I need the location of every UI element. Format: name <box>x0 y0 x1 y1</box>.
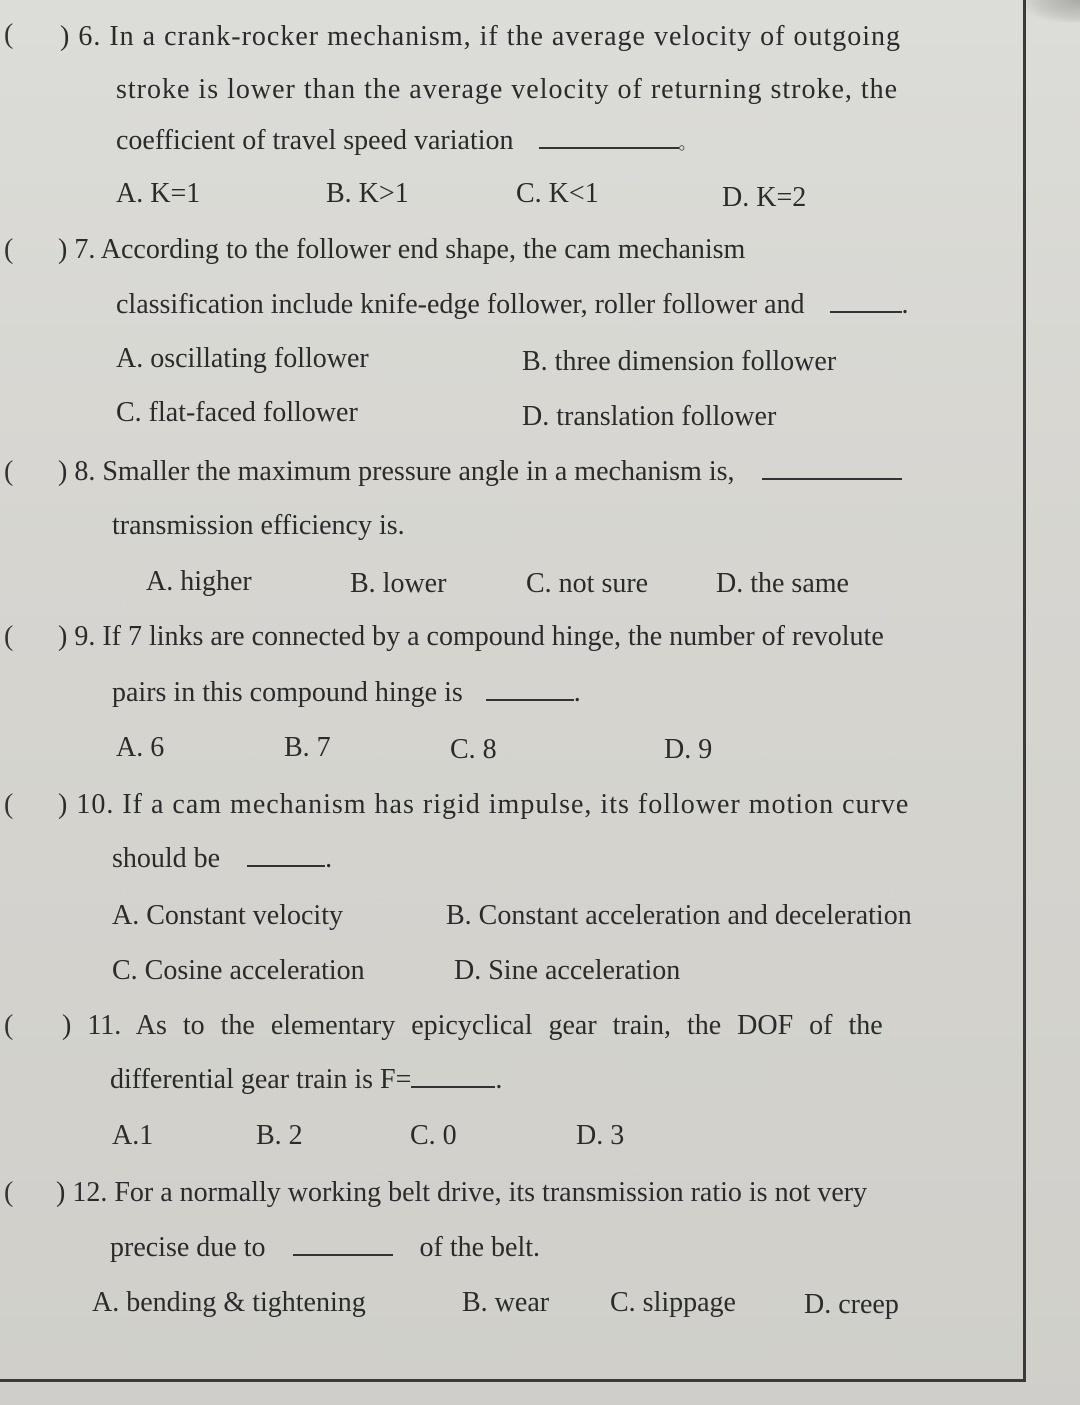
question-text: coefficient of travel speed variation <box>116 125 514 156</box>
question-text-line: ) 12. For a normally working belt drive, its transmission ratio is not very <box>56 1177 868 1208</box>
option-c: C. slippage <box>610 1287 736 1318</box>
answer-blank <box>830 310 902 313</box>
option-d: D. translation follower <box>522 401 777 432</box>
sentence-end: . <box>325 843 333 874</box>
option-c: C. 0 <box>410 1120 457 1151</box>
question-text-line: ) 7. According to the follower end shape, the cam mechanism <box>58 234 746 265</box>
answer-paren: ( <box>4 789 14 820</box>
question-text-line <box>116 288 909 322</box>
answer-blank <box>486 698 574 701</box>
question-text-line: ) 6. In a crank-rocker mechanism, if the average velocity of outgoing <box>60 21 902 52</box>
option-b: B. wear <box>462 1287 550 1318</box>
option-a: A.1 <box>112 1120 154 1151</box>
option-c: C. Cosine acceleration <box>112 955 365 986</box>
question-text: ) 8. Smaller the maximum pressure angle in a mechanism is, <box>58 456 735 487</box>
option-b: B. 2 <box>256 1120 303 1151</box>
sentence-end: . <box>495 1064 503 1095</box>
answer-paren: ( <box>4 621 14 652</box>
question-text: differential gear train is F= <box>110 1064 412 1095</box>
page-bottom-strip <box>0 1385 1080 1405</box>
option-d: D. 3 <box>576 1120 625 1151</box>
option-a: A. Constant velocity <box>112 900 343 931</box>
question-text-line <box>110 1063 502 1097</box>
question-text: classification include knife-edge follower, roller follower and <box>116 289 805 320</box>
option-c: C. 8 <box>450 734 497 765</box>
option-a: A. 6 <box>116 732 165 763</box>
question-text-line <box>116 124 697 160</box>
question-text-line <box>110 1231 540 1265</box>
option-b: B. three dimension follower <box>522 346 837 377</box>
option-d: D. creep <box>804 1289 899 1320</box>
option-a: A. K=1 <box>116 178 201 209</box>
option-c: C. flat-faced follower <box>116 397 358 428</box>
question-text-line <box>112 842 332 876</box>
question-text: of the belt. <box>419 1232 541 1263</box>
question-text: should be <box>112 843 221 874</box>
page-corner-shadow <box>1026 0 1080 22</box>
answer-paren: ( <box>4 234 14 265</box>
option-a: A. bending & tightening <box>92 1287 366 1318</box>
question-text: pairs in this compound hinge is <box>112 677 463 708</box>
answer-blank <box>247 864 325 867</box>
sentence-end: . <box>901 289 909 320</box>
answer-blank <box>539 146 679 149</box>
option-b: B. Constant acceleration and deceleration <box>446 900 912 931</box>
question-text-line <box>112 676 581 710</box>
option-a: A. oscillating follower <box>116 343 369 374</box>
answer-paren: ( <box>4 1010 14 1041</box>
sentence-end: 。 <box>678 133 697 153</box>
sentence-end: . <box>573 677 581 708</box>
question-text-line: stroke is lower than the average velocity of returning stroke, the <box>116 74 899 105</box>
answer-blank <box>411 1085 495 1088</box>
answer-blank <box>762 477 902 480</box>
answer-blank <box>293 1253 393 1256</box>
option-b: B. 7 <box>284 732 331 763</box>
option-d: D. K=2 <box>722 182 807 213</box>
answer-paren: ( <box>4 1177 14 1208</box>
option-b: B. K>1 <box>326 178 409 209</box>
question-text-line <box>58 455 902 489</box>
option-d: D. the same <box>716 568 849 599</box>
option-c: C. K<1 <box>516 178 599 209</box>
answer-paren: ( <box>4 456 14 487</box>
answer-paren: ( <box>4 19 14 50</box>
option-c: C. not sure <box>526 568 649 599</box>
question-text-line: ) 11. As to the elementary epicyclical gear train, the DOF of the <box>62 1010 883 1041</box>
question-text-line: ) 10. If a cam mechanism has rigid impulse, its follower motion curve <box>58 789 910 820</box>
question-text: precise due to <box>110 1232 266 1263</box>
question-text-line: ) 9. If 7 links are connected by a compound hinge, the number of revolute <box>58 621 884 652</box>
question-text-line: transmission efficiency is. <box>112 510 405 541</box>
option-d: D. Sine acceleration <box>454 955 681 986</box>
option-a: A. higher <box>146 566 252 597</box>
option-d: D. 9 <box>664 734 713 765</box>
option-b: B. lower <box>350 568 447 599</box>
